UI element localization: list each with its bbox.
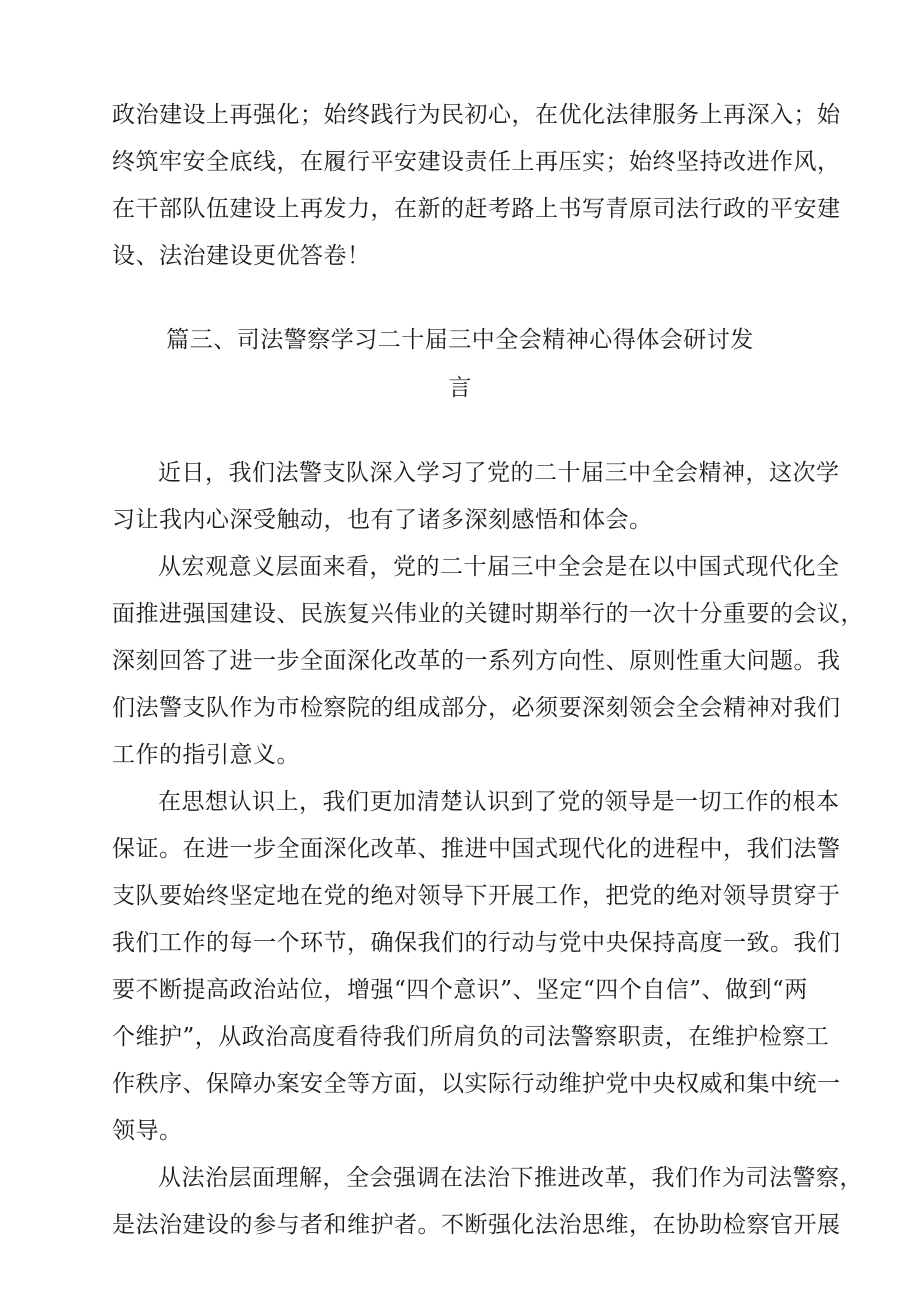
body-line: 习让我内心深受触动，也有了诸多深刻感悟和体会。	[112, 507, 653, 533]
intro-line: 终筑牢安全底线，在履行平安建设责任上再压实；始终坚持改进作风，	[112, 149, 841, 175]
body-line: 在思想认识上，我们更加清楚认识到了党的领导是一切工作的根本	[158, 789, 840, 815]
body-line: 我们工作的每一个环节，确保我们的行动与党中央保持高度一致。我们	[112, 930, 841, 956]
body-line: 要不断提高政治站位，增强“四个意识”、坚定“四个自信”、做到“两	[112, 977, 808, 1003]
body-line: 从法治层面理解，全会强调在法治下推进改革，我们作为司法警察，	[158, 1165, 863, 1191]
body-line: 从宏观意义层面来看，党的二十届三中全会是在以中国式现代化全	[158, 554, 840, 580]
body-line: 面推进强国建设、民族复兴伟业的关键时期举行的一次十分重要的会议，	[112, 601, 864, 627]
section-title-line1: 篇三、司法警察学习二十届三中全会精神心得体会研讨发	[166, 327, 754, 353]
body-line: 是法治建设的参与者和维护者。不断强化法治思维，在协助检察官开展	[112, 1212, 841, 1238]
intro-line: 在干部队伍建设上再发力，在新的赶考路上书写青原司法行政的平安建	[112, 196, 841, 222]
body-line: 们法警支队作为市检察院的组成部分，必须要深刻领会全会精神对我们	[112, 695, 841, 721]
section-title-line2: 言	[448, 375, 472, 401]
body-line: 支队要始终坚定地在党的绝对领导下开展工作，把党的绝对领导贯穿于	[112, 883, 841, 909]
intro-line: 设、法治建设更优答卷！	[112, 243, 371, 269]
body-line: 作秩序、保障办案安全等方面，以实际行动维护党中央权威和集中统一	[112, 1071, 841, 1097]
body-line: 个维护”，从政治高度看待我们所肩负的司法警察职责，在维护检察工	[112, 1024, 830, 1050]
body-line: 近日，我们法警支队深入学习了党的二十届三中全会精神，这次学	[158, 460, 840, 486]
body-line: 领导。	[112, 1118, 183, 1144]
intro-line: 政治建设上再强化；始终践行为民初心，在优化法律服务上再深入；始	[112, 102, 841, 128]
body-line: 工作的指引意义。	[112, 742, 300, 768]
body-line: 深刻回答了进一步全面深化改革的一系列方向性、原则性重大问题。我	[112, 648, 841, 674]
body-line: 保证。在进一步全面深化改革、推进中国式现代化的进程中，我们法警	[112, 836, 841, 862]
